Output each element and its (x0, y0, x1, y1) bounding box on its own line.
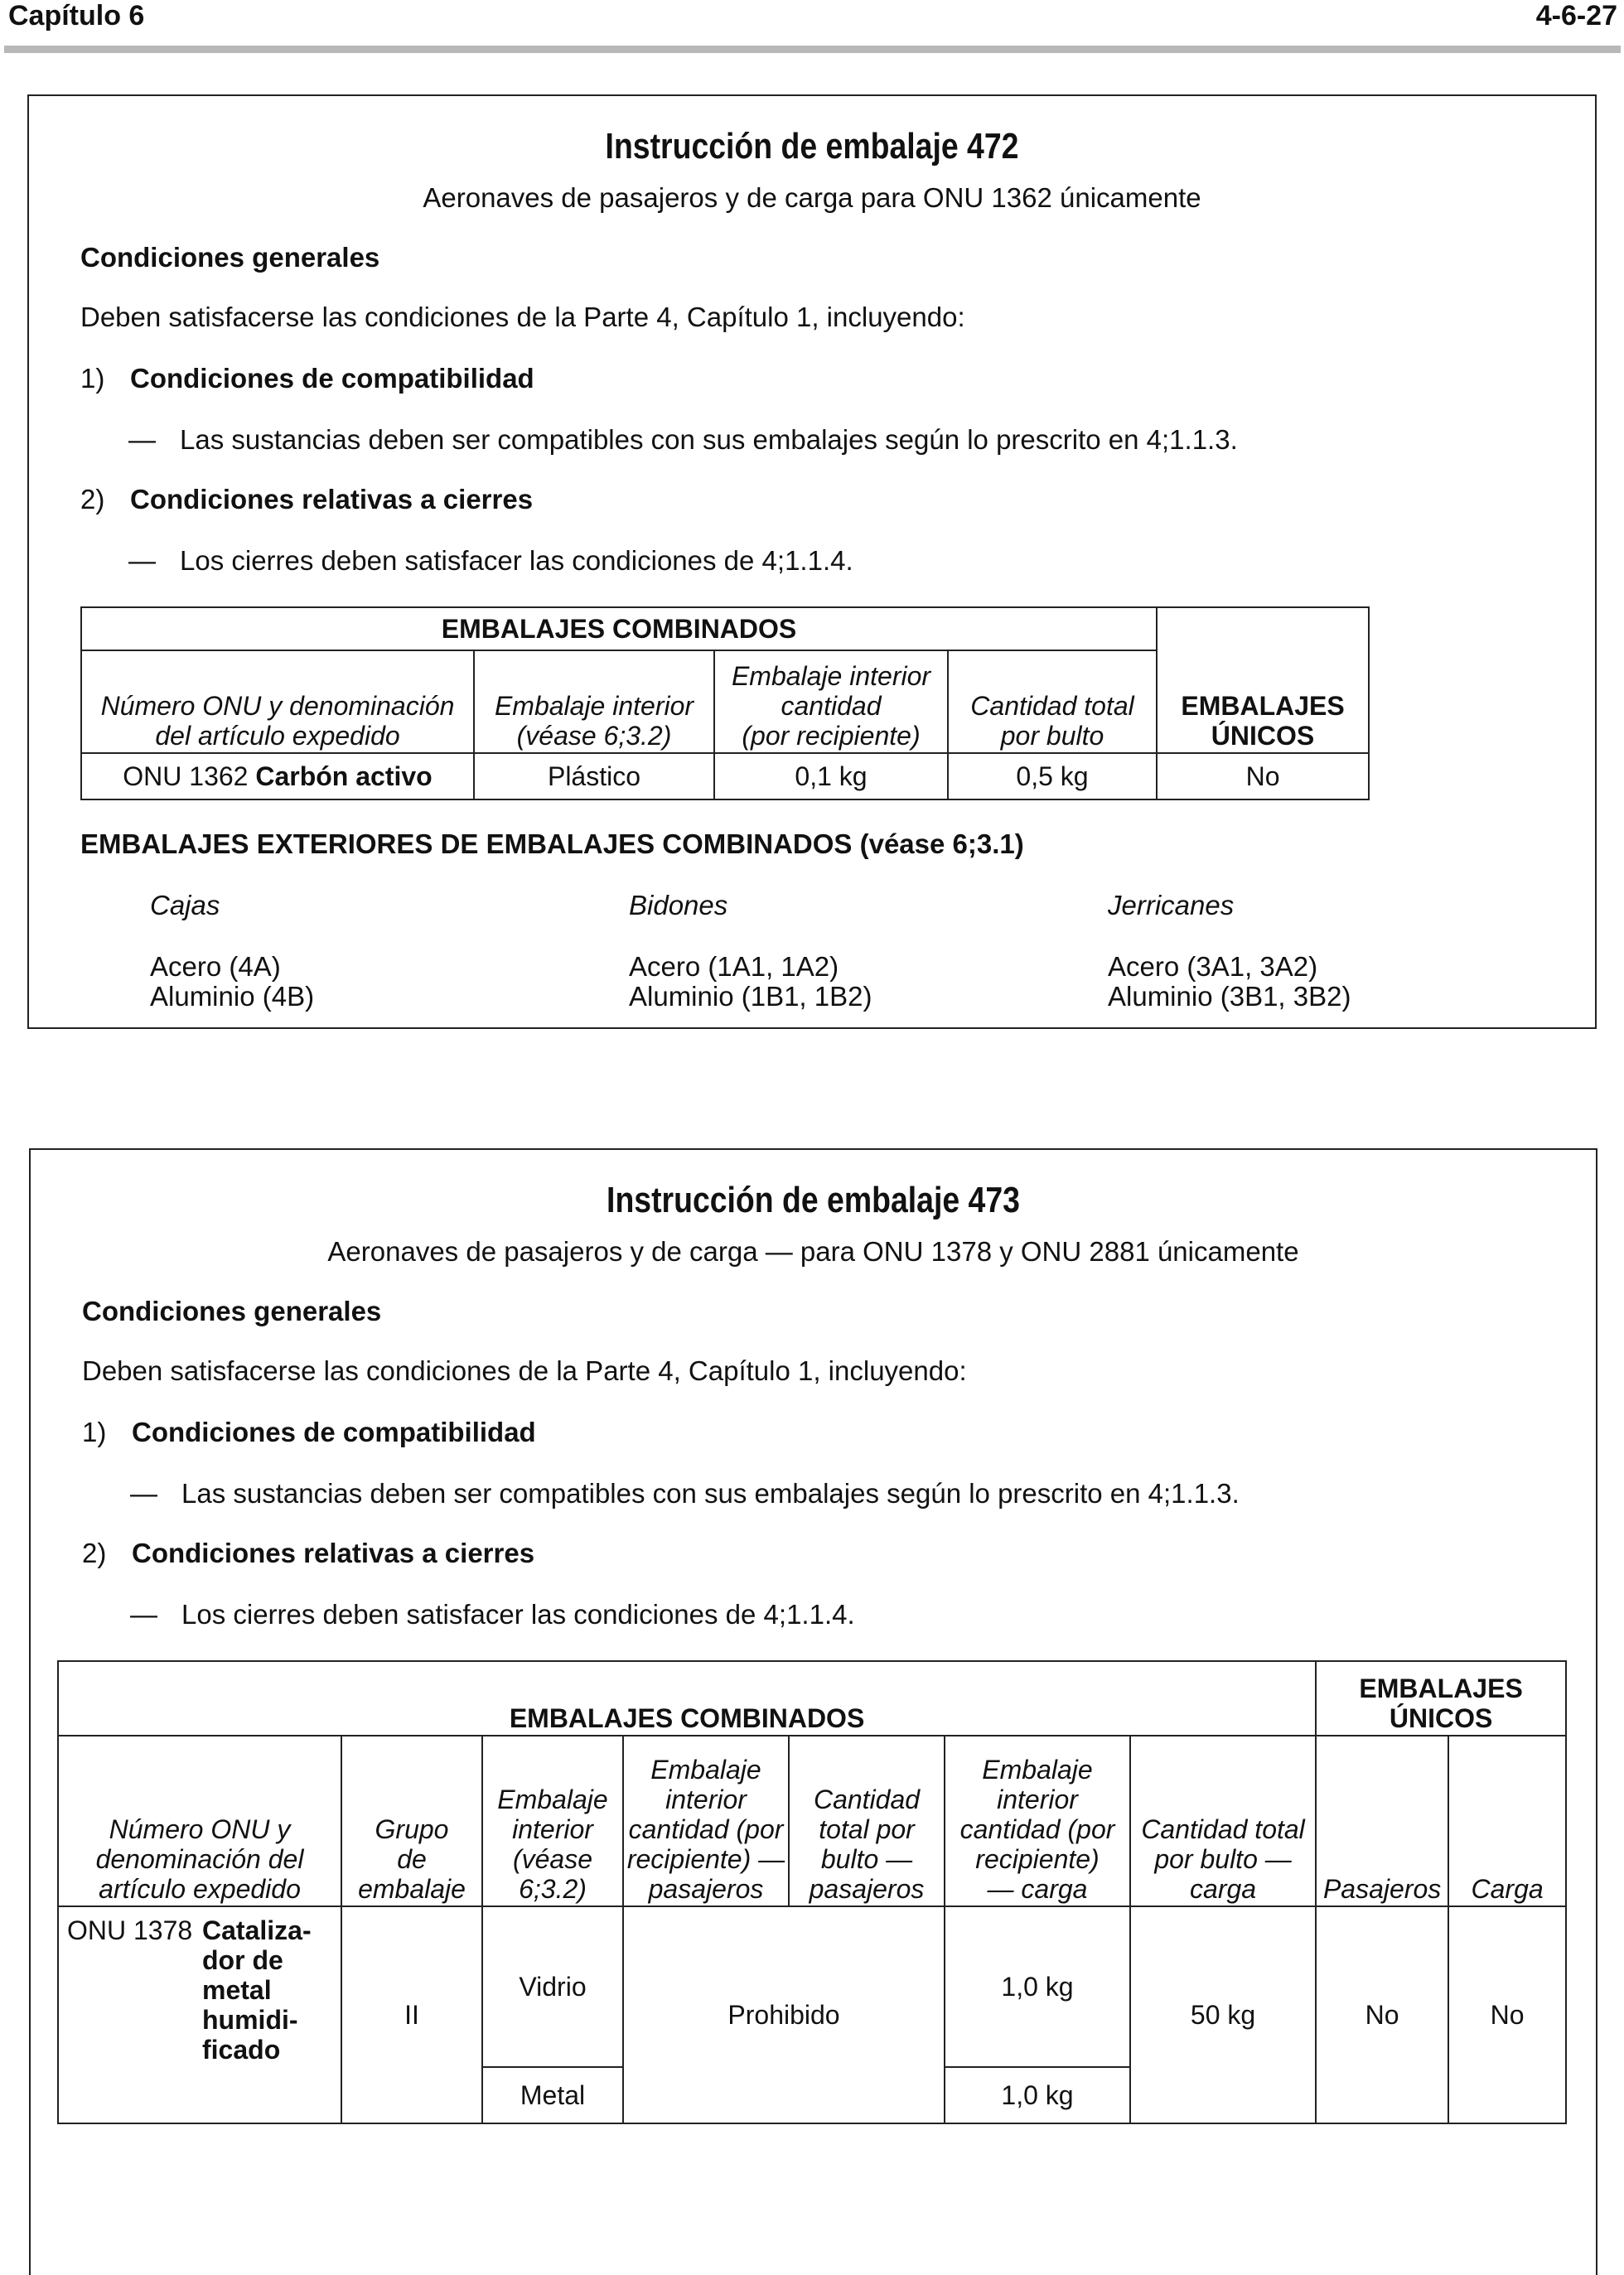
pi472-cond2-title: Condiciones relativas a cierres (130, 484, 534, 514)
pi472-outer-cajas-item: Acero (4A) (150, 951, 281, 982)
pi472-outer-jerricanes-item: Aluminio (3B1, 3B2) (1108, 981, 1351, 1012)
pi472-cond2-num: 2) (80, 484, 105, 514)
pi473-cell-qty-cargo-glass: 1,0 kg (945, 1906, 1130, 2067)
pi473-col-qty-cargo: Embalaje interior cantidad (por recipiente) — carga (945, 1736, 1130, 1906)
pi472-outer-bidones-item: Aluminio (1B1, 1B2) (629, 981, 872, 1012)
pi472-outer-cajas-head: Cajas (150, 890, 220, 920)
pi472-subtitle: Aeronaves de pasajeros y de carga para ONU 1362 únicamente (423, 182, 1201, 213)
pi473-cell-passengers-prohibited: Prohibido (623, 1906, 945, 2123)
pi473-col-total-pax: Cantidad total por bulto — pasajeros (789, 1736, 945, 1906)
pi473-cell-un-name: Cataliza- dor de metal humidi- ficado (200, 1906, 341, 2123)
pi472-combined-header: EMBALAJES COMBINADOS (81, 607, 1157, 650)
pi473-cond2-title: Condiciones relativas a cierres (132, 1538, 535, 1568)
pi473-subtitle: Aeronaves de pasajeros y de carga — para ONU 1378 y ONU 2881 únicamente (327, 1236, 1299, 1267)
pi473-col-qty-pax: Embalaje interior cantidad (por recipiente) — pasajeros (623, 1736, 789, 1906)
pi473-col-total-cargo: Cantidad total por bulto — carga (1130, 1736, 1316, 1906)
pi473-cell-inner-glass: Vidrio (482, 1906, 623, 2067)
pi473-title: Instrucción de embalaje 473 (607, 1180, 1020, 1220)
pi472-cond1-num: 1) (80, 363, 105, 394)
pi473-cond1-text: Las sustancias deben ser compatibles con sus embalajes según lo prescrito en 4;1.1.3. (181, 1478, 1240, 1509)
pi472-header-row-1 (81, 607, 1369, 650)
pi473-cell-single-cargo: No (1448, 1906, 1566, 2123)
pi472-title: Instrucción de embalaje 472 (605, 126, 1019, 167)
pi472-cell-total: 0,5 kg (948, 753, 1157, 799)
pi472-general-heading: Condiciones generales (80, 242, 380, 273)
pi472-outer-cajas-item: Aluminio (4B) (150, 981, 315, 1012)
pi472-cond1-text: Las sustancias deben ser compatibles con sus embalajes según lo prescrito en 4;1.1.3. (180, 424, 1238, 455)
pi473-cell-single-pax: No (1316, 1906, 1448, 2123)
pi473-cond1-title: Condiciones de compatibilidad (132, 1417, 536, 1447)
pi472-un-number: ONU 1362 (123, 761, 249, 791)
pi473-general-heading: Condiciones generales (82, 1296, 382, 1326)
pi472-table (80, 606, 1370, 800)
pi473-cell-total-cargo: 50 kg (1130, 1906, 1316, 2123)
pi472-cell-un (81, 753, 474, 799)
pi472-cond1-title: Condiciones de compatibilidad (130, 363, 534, 394)
table-row (58, 1906, 1566, 2067)
pi473-combined-header: EMBALAJES COMBINADOS (58, 1661, 1316, 1736)
pi472-outer-jerricanes-head: Jerricanes (1108, 890, 1235, 920)
pi473-header-row-1 (58, 1661, 1566, 1736)
pi473-table (57, 1660, 1567, 2124)
pi472-cell-qty: 0,1 kg (714, 753, 948, 799)
pi472-cell-single: No (1157, 753, 1369, 799)
chapter-label: Capítulo 6 (8, 0, 145, 31)
pi472-cond1-dash: — (128, 424, 156, 455)
pi473-cond2-text: Los cierres deben satisfacer las condiciones de 4;1.1.4. (181, 1599, 855, 1630)
page-number: 4-6-27 (1535, 0, 1617, 31)
pi473-col-inner: Embalaje interior (véase 6;3.2) (482, 1736, 623, 1906)
pi472-col-total: Cantidad total por bulto (948, 650, 1157, 753)
pi473-header-row-2 (58, 1736, 1566, 1906)
packing-instruction-472 (27, 94, 1597, 1029)
pi473-cond1-num: 1) (82, 1417, 107, 1447)
header-rule (4, 46, 1621, 53)
pi473-col-cargo: Carga (1448, 1736, 1566, 1906)
pi472-cond2-text: Los cierres deben satisfacer las condiciones de 4;1.1.4. (180, 545, 853, 576)
pi472-cell-inner: Plástico (474, 753, 714, 799)
table-row (81, 753, 1369, 799)
pi472-outer-bidones-head: Bidones (629, 890, 728, 920)
pi473-col-group: Grupo de embalaje (341, 1736, 482, 1906)
pi473-intro: Deben satisfacerse las condiciones de la Parte 4, Capítulo 1, incluyendo: (82, 1355, 967, 1386)
pi472-outer-bidones-item: Acero (1A1, 1A2) (629, 951, 839, 982)
pi472-col-qty: Embalaje interior cantidad (por recipiente) (714, 650, 948, 753)
pi472-outer-heading: EMBALAJES EXTERIORES DE EMBALAJES COMBINADOS (véase 6;3.1) (80, 828, 1024, 859)
pi473-cell-un-number: ONU 1378 (58, 1906, 200, 2123)
pi472-single-header: EMBALAJES ÚNICOS (1157, 607, 1369, 753)
pi473-cell-inner-metal: Metal (482, 2067, 623, 2123)
pi472-outer-jerricanes-item: Acero (3A1, 3A2) (1108, 951, 1318, 982)
pi472-cond2-dash: — (128, 545, 156, 576)
pi473-cell-group: II (341, 1906, 482, 2123)
pi473-col-un: Número ONU y denominación del artículo expedido (58, 1736, 341, 1906)
pi473-cond2-dash: — (130, 1599, 157, 1630)
pi472-intro: Deben satisfacerse las condiciones de la Parte 4, Capítulo 1, incluyendo: (80, 302, 965, 332)
pi473-cond2-num: 2) (82, 1538, 107, 1568)
pi472-un-name: Carbón activo (255, 761, 433, 791)
pi473-cond1-dash: — (130, 1478, 157, 1509)
pi472-col-inner: Embalaje interior (véase 6;3.2) (474, 650, 714, 753)
pi472-col-un: Número ONU y denominación del artículo expedido (81, 650, 474, 753)
pi473-cell-qty-cargo-metal: 1,0 kg (945, 2067, 1130, 2123)
packing-instruction-473 (29, 1148, 1597, 2275)
pi473-single-header: EMBALAJES ÚNICOS (1316, 1661, 1566, 1736)
pi473-col-pax: Pasajeros (1316, 1736, 1448, 1906)
